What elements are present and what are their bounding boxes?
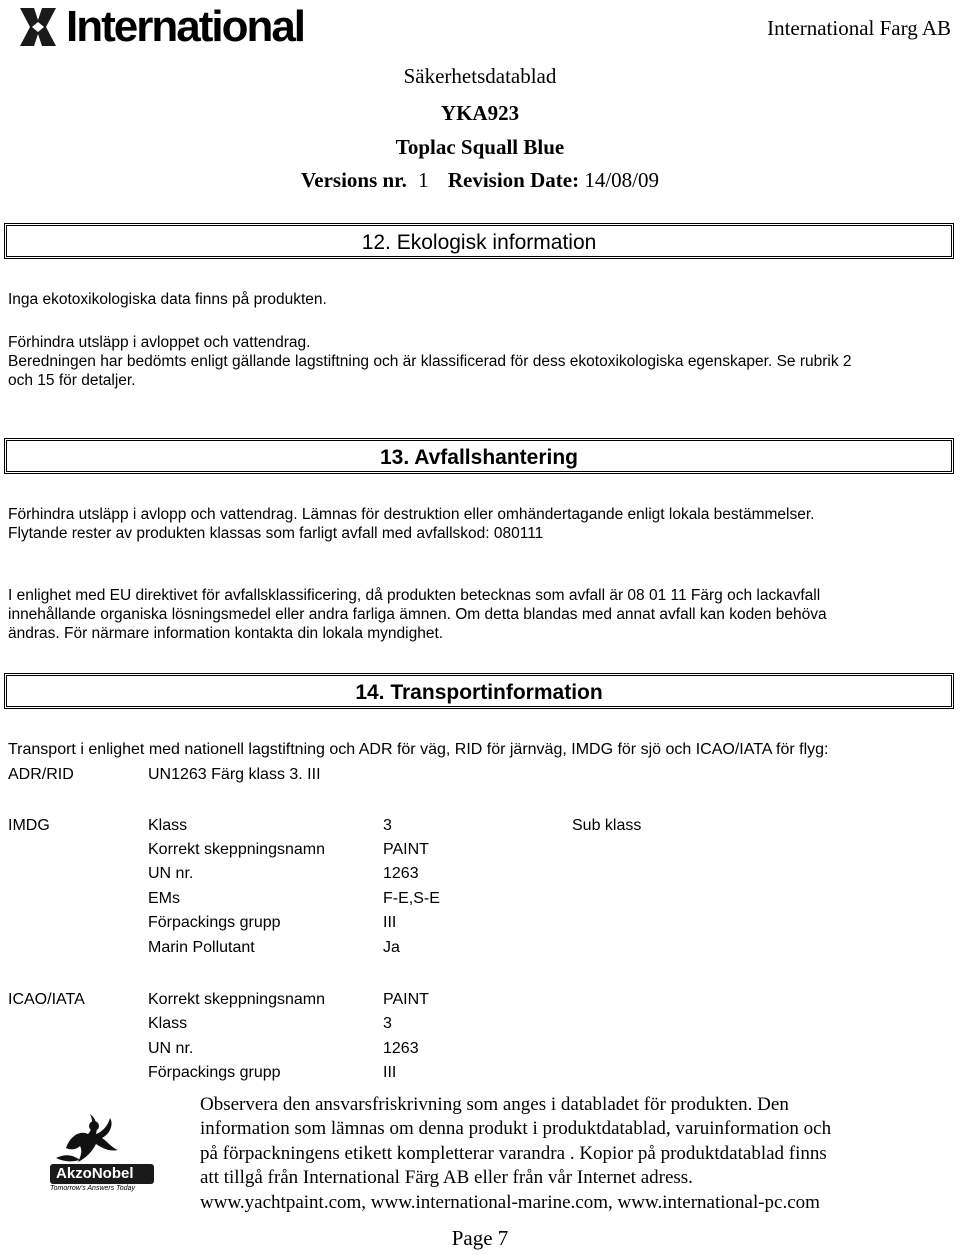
- international-logo: [14, 4, 304, 50]
- imdg-row-value: III: [383, 914, 397, 931]
- revision-label: Revision Date:: [447, 168, 580, 192]
- akzonobel-tagline: Tomorrow's Answers Today: [50, 1185, 135, 1192]
- icao-row-value: 3: [383, 1015, 392, 1032]
- disclaimer-urls: www.yachtpaint.com, www.international-marine.com, www.international-pc.com: [200, 1191, 820, 1213]
- icao-row-key: Klass: [148, 1015, 188, 1032]
- icao-row-value: 1263: [383, 1040, 419, 1057]
- section-13-title: 13. Avfallshantering: [379, 446, 578, 469]
- adr-label: ADR/RID: [8, 766, 74, 783]
- akzonobel-figure-icon: [36, 1108, 156, 1170]
- doc-type: Säkerhetsdatablad: [403, 64, 557, 88]
- page-number: Page 7: [451, 1226, 509, 1250]
- icao-row-value: III: [383, 1064, 397, 1081]
- sec13-text-1: Förhindra utsläpp i avlopp och vattendrag. Lämnas för destruktion eller omhändertagande enligt lokala bestämmelser.: [8, 506, 815, 523]
- sec13-text-4: innehållande organiska lösningsmedel eller andra farliga ämnen. Om detta blandas med annat avfall kan koden behöva: [8, 606, 827, 623]
- disclaimer-line: information som lämnas om denna produkt i produktdatablad, varuinformation och: [200, 1118, 832, 1140]
- sec13-text-5: ändras. För närmare information kontakta din lokala myndighet.: [8, 625, 444, 642]
- imdg-sub-label: Sub klass: [572, 817, 642, 834]
- sec13-text-3: I enlighet med EU direktivet för avfallsklassificering, då produkten betecknas som avfall är 08 01 11 Färg och lackavfall: [8, 587, 821, 604]
- section-14-header: [4, 673, 954, 709]
- imdg-row-value: 1263: [383, 865, 419, 882]
- version-value: 1: [418, 168, 429, 192]
- icao-row-key: Korrekt skeppningsnamn: [148, 991, 325, 1008]
- product-code: YKA923: [440, 101, 520, 125]
- version-line: [0, 168, 960, 193]
- section-14-title: 14. Transportinformation: [355, 681, 603, 704]
- company-name: International Farg AB: [767, 16, 951, 40]
- logo-text: International: [66, 2, 305, 51]
- icao-label: ICAO/IATA: [8, 991, 85, 1008]
- akzonobel-logo: [36, 1108, 156, 1198]
- disclaimer-line: Observera den ansvarsfriskrivning som anges i databladet för produkten. Den: [200, 1094, 789, 1115]
- imdg-row-key: Förpackings grupp: [148, 914, 281, 931]
- sec14-intro: Transport i enlighet med nationell lagstiftning och ADR för väg, RID för järnväg, IMDG för sjö och ICAO/IATA för flyg:: [8, 741, 829, 758]
- sec12-text-1: Inga ekotoxikologiska data finns på produkten.: [8, 291, 327, 308]
- section-12-title: 12. Ekologisk information: [361, 231, 597, 254]
- sec12-text-4: och 15 för detaljer.: [8, 372, 136, 389]
- icao-row-key: UN nr.: [148, 1040, 194, 1057]
- adr-value: UN1263 Färg klass 3. III: [148, 766, 321, 783]
- imdg-row-key: Marin Pollutant: [148, 939, 255, 956]
- imdg-row-value: Ja: [383, 939, 400, 956]
- section-13-header: [4, 438, 954, 474]
- akzonobel-brand: AkzoNobel: [56, 1165, 134, 1182]
- imdg-row-value: F-E,S-E: [383, 890, 440, 907]
- imdg-row-key: Korrekt skeppningsnamn: [148, 841, 325, 858]
- imdg-row-value: 3: [383, 817, 392, 834]
- version-label: Versions nr.: [301, 168, 407, 192]
- sec13-text-2: Flytande rester av produkten klassas som farligt avfall med avfallskod: 080111: [8, 525, 544, 542]
- icao-row-value: PAINT: [383, 991, 429, 1008]
- imdg-row-key: EMs: [148, 890, 180, 907]
- sec12-text-2: Förhindra utsläpp i avloppet och vattendrag.: [8, 334, 311, 351]
- product-name: Toplac Squall Blue: [395, 135, 565, 159]
- sec12-text-3: Beredningen har bedömts enligt gällande lagstiftning och är klassificerad för dess ekotoxikologiska egenskaper. Se rubrik 2: [8, 353, 852, 370]
- akzonobel-wordmark: [50, 1164, 154, 1184]
- international-star-icon: [14, 4, 62, 50]
- disclaimer-line: på förpackningens etikett kompletterar varandra . Kopior på produktdatablad finns: [200, 1142, 827, 1164]
- revision-date: 14/08/09: [584, 168, 659, 192]
- disclaimer-line: att tillgå från International Färg AB eller från vår Internet adress.: [200, 1167, 693, 1189]
- imdg-label: IMDG: [8, 817, 50, 834]
- imdg-row-key: UN nr.: [148, 865, 194, 882]
- disclaimer: [200, 1093, 955, 1215]
- section-12-header: [4, 223, 954, 259]
- icao-row-key: Förpackings grupp: [148, 1064, 281, 1081]
- imdg-row-key: Klass: [148, 817, 188, 834]
- imdg-row-value: PAINT: [383, 841, 429, 858]
